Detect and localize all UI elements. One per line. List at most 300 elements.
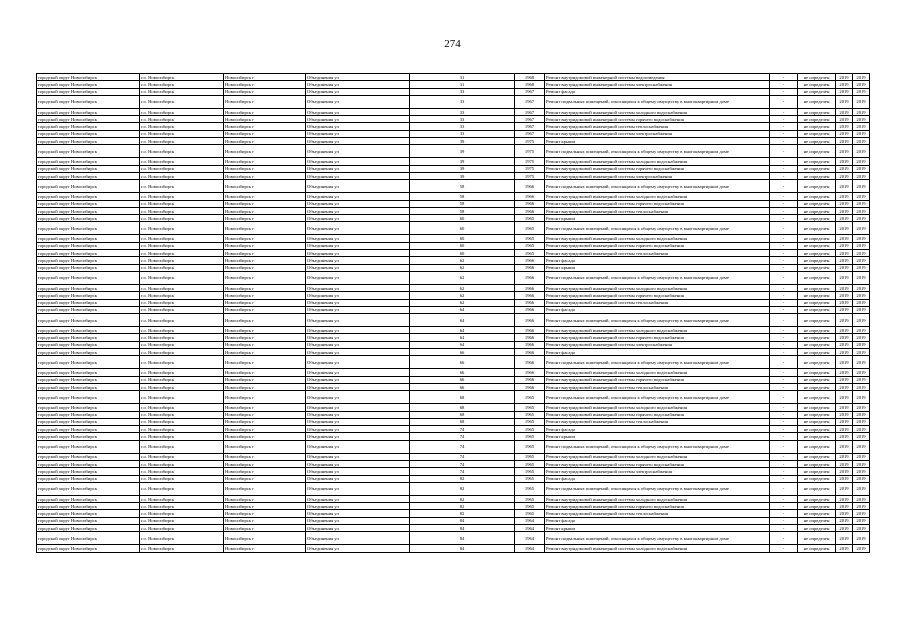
- house-number-cell: 82: [410, 482, 515, 495]
- status-cell: не определен: [798, 532, 836, 545]
- build-year-cell: 1966: [515, 207, 545, 214]
- status-cell: не определен: [798, 306, 836, 313]
- table-row: [37, 130, 870, 137]
- year-from-cell: 2019: [836, 314, 853, 327]
- build-year-cell: 1966: [515, 376, 545, 383]
- year-to-cell: 2019: [853, 180, 870, 193]
- year-to-cell: 2019: [853, 418, 870, 425]
- municipal-district-cell: городской округ Новосибирск: [37, 95, 140, 108]
- dash-cell: -: [770, 356, 798, 369]
- house-number-cell: 74: [410, 468, 515, 475]
- municipal-district-cell: городской округ Новосибирск: [37, 81, 140, 88]
- build-year-cell: 1966: [515, 369, 545, 376]
- urban-district-cell: г.о. Новосибирск: [140, 130, 224, 137]
- street-cell: Объединения ул: [306, 503, 410, 510]
- house-number-cell: 68: [410, 411, 515, 418]
- build-year-cell: 1965: [515, 460, 545, 467]
- work-type-cell: Ремонт внутридомовой инженерной системы холодного водоснабжения: [545, 108, 770, 115]
- street-cell: Объединения ул: [306, 123, 410, 130]
- street-cell: Объединения ул: [306, 130, 410, 137]
- urban-district-cell: г.о. Новосибирск: [140, 222, 224, 235]
- dash-cell: -: [770, 271, 798, 284]
- table-row: [37, 257, 870, 264]
- status-cell: не определен: [798, 108, 836, 115]
- municipal-district-cell: городской округ Новосибирск: [37, 145, 140, 158]
- year-to-cell: 2019: [853, 215, 870, 222]
- street-cell: Объединения ул: [306, 193, 410, 200]
- build-year-cell: 1975: [515, 172, 545, 179]
- table-row: [37, 433, 870, 440]
- city-cell: Новосибирск г: [224, 440, 306, 453]
- city-cell: Новосибирск г: [224, 510, 306, 517]
- dash-cell: -: [770, 426, 798, 433]
- city-cell: Новосибирск г: [224, 299, 306, 306]
- year-to-cell: 2019: [853, 426, 870, 433]
- status-cell: не определен: [798, 525, 836, 532]
- build-year-cell: 1966: [515, 334, 545, 341]
- street-cell: Объединения ул: [306, 391, 410, 404]
- work-type-cell: Ремонт внутридомовой инженерной системы теплоснабжения: [545, 418, 770, 425]
- urban-district-cell: г.о. Новосибирск: [140, 193, 224, 200]
- table-row: [37, 369, 870, 376]
- year-to-cell: 2019: [853, 545, 870, 552]
- year-to-cell: 2019: [853, 299, 870, 306]
- work-type-cell: Ремонт внутридомовой инженерной системы горячего водоснабжения: [545, 376, 770, 383]
- city-cell: Новосибирск г: [224, 235, 306, 242]
- house-number-cell: 64: [410, 314, 515, 327]
- street-cell: Объединения ул: [306, 482, 410, 495]
- house-number-cell: 33: [410, 116, 515, 123]
- urban-district-cell: г.о. Новосибирск: [140, 108, 224, 115]
- city-cell: Новосибирск г: [224, 108, 306, 115]
- work-type-cell: Ремонт внутридомовой инженерной системы горячего водоснабжения: [545, 411, 770, 418]
- house-number-cell: 74: [410, 433, 515, 440]
- table-row: [37, 74, 870, 81]
- table-row: [37, 95, 870, 108]
- city-cell: Новосибирск г: [224, 525, 306, 532]
- city-cell: Новосибирск г: [224, 264, 306, 271]
- house-number-cell: 62: [410, 299, 515, 306]
- year-to-cell: 2019: [853, 165, 870, 172]
- capital-repair-table: [36, 73, 870, 553]
- build-year-cell: 1965: [515, 433, 545, 440]
- build-year-cell: 1967: [515, 88, 545, 95]
- dash-cell: -: [770, 532, 798, 545]
- city-cell: Новосибирск г: [224, 158, 306, 165]
- build-year-cell: 1975: [515, 138, 545, 145]
- urban-district-cell: г.о. Новосибирск: [140, 404, 224, 411]
- table-row: [37, 145, 870, 158]
- status-cell: не определен: [798, 116, 836, 123]
- year-to-cell: 2019: [853, 411, 870, 418]
- street-cell: Объединения ул: [306, 475, 410, 482]
- street-cell: Объединения ул: [306, 74, 410, 81]
- table-row: [37, 215, 870, 222]
- house-number-cell: 39: [410, 172, 515, 179]
- street-cell: Объединения ул: [306, 271, 410, 284]
- urban-district-cell: г.о. Новосибирск: [140, 475, 224, 482]
- dash-cell: -: [770, 411, 798, 418]
- table-row: [37, 306, 870, 313]
- year-to-cell: 2019: [853, 391, 870, 404]
- status-cell: не определен: [798, 74, 836, 81]
- dash-cell: -: [770, 341, 798, 348]
- city-cell: Новосибирск г: [224, 369, 306, 376]
- street-cell: Объединения ул: [306, 426, 410, 433]
- house-number-cell: 74: [410, 440, 515, 453]
- urban-district-cell: г.о. Новосибирск: [140, 383, 224, 390]
- house-number-cell: 33: [410, 130, 515, 137]
- status-cell: не определен: [798, 510, 836, 517]
- table-row: [37, 349, 870, 356]
- municipal-district-cell: городской округ Новосибирск: [37, 180, 140, 193]
- dash-cell: -: [770, 327, 798, 334]
- status-cell: не определен: [798, 411, 836, 418]
- urban-district-cell: г.о. Новосибирск: [140, 510, 224, 517]
- year-from-cell: 2019: [836, 299, 853, 306]
- status-cell: не определен: [798, 341, 836, 348]
- city-cell: Новосибирск г: [224, 81, 306, 88]
- municipal-district-cell: городской округ Новосибирск: [37, 271, 140, 284]
- table-row: [37, 264, 870, 271]
- city-cell: Новосибирск г: [224, 334, 306, 341]
- street-cell: Объединения ул: [306, 292, 410, 299]
- build-year-cell: 1965: [515, 426, 545, 433]
- urban-district-cell: г.о. Новосибирск: [140, 327, 224, 334]
- year-from-cell: 2019: [836, 404, 853, 411]
- year-from-cell: 2019: [836, 284, 853, 291]
- house-number-cell: 60: [410, 235, 515, 242]
- status-cell: не определен: [798, 138, 836, 145]
- work-type-cell: Ремонт внутридомовой инженерной системы горячего водоснабжения: [545, 116, 770, 123]
- table-row: [37, 207, 870, 214]
- urban-district-cell: г.о. Новосибирск: [140, 123, 224, 130]
- table-row: [37, 299, 870, 306]
- municipal-district-cell: городской округ Новосибирск: [37, 418, 140, 425]
- urban-district-cell: г.о. Новосибирск: [140, 88, 224, 95]
- house-number-cell: 64: [410, 334, 515, 341]
- work-type-cell: Ремонт внутридомовой инженерной системы горячего водоснабжения: [545, 242, 770, 249]
- city-cell: Новосибирск г: [224, 475, 306, 482]
- street-cell: Объединения ул: [306, 207, 410, 214]
- municipal-district-cell: городской округ Новосибирск: [37, 74, 140, 81]
- build-year-cell: 1964: [515, 532, 545, 545]
- year-from-cell: 2019: [836, 250, 853, 257]
- status-cell: не определен: [798, 200, 836, 207]
- table-row: [37, 517, 870, 524]
- status-cell: не определен: [798, 207, 836, 214]
- street-cell: Объединения ул: [306, 81, 410, 88]
- municipal-district-cell: городской округ Новосибирск: [37, 349, 140, 356]
- status-cell: не определен: [798, 495, 836, 502]
- city-cell: Новосибирск г: [224, 284, 306, 291]
- house-number-cell: 84: [410, 525, 515, 532]
- table-row: [37, 495, 870, 502]
- city-cell: Новосибирск г: [224, 482, 306, 495]
- urban-district-cell: г.о. Новосибирск: [140, 440, 224, 453]
- house-number-cell: 58: [410, 180, 515, 193]
- year-from-cell: 2019: [836, 95, 853, 108]
- house-number-cell: 58: [410, 207, 515, 214]
- dash-cell: -: [770, 116, 798, 123]
- house-number-cell: 84: [410, 545, 515, 552]
- build-year-cell: 1975: [515, 165, 545, 172]
- municipal-district-cell: городской округ Новосибирск: [37, 284, 140, 291]
- build-year-cell: 1966: [515, 257, 545, 264]
- street-cell: Объединения ул: [306, 460, 410, 467]
- build-year-cell: 1966: [515, 299, 545, 306]
- year-to-cell: 2019: [853, 222, 870, 235]
- work-type-cell: Ремонт внутридомовой инженерной системы теплоснабжения: [545, 250, 770, 257]
- city-cell: Новосибирск г: [224, 503, 306, 510]
- build-year-cell: 1965: [515, 440, 545, 453]
- house-number-cell: 62: [410, 264, 515, 271]
- status-cell: не определен: [798, 292, 836, 299]
- year-to-cell: 2019: [853, 108, 870, 115]
- urban-district-cell: г.о. Новосибирск: [140, 349, 224, 356]
- municipal-district-cell: городской округ Новосибирск: [37, 517, 140, 524]
- build-year-cell: 1966: [515, 200, 545, 207]
- work-type-cell: Ремонт фасада: [545, 349, 770, 356]
- status-cell: не определен: [798, 369, 836, 376]
- city-cell: Новосибирск г: [224, 383, 306, 390]
- municipal-district-cell: городской округ Новосибирск: [37, 306, 140, 313]
- urban-district-cell: г.о. Новосибирск: [140, 545, 224, 552]
- year-from-cell: 2019: [836, 503, 853, 510]
- table-row: [37, 116, 870, 123]
- dash-cell: -: [770, 517, 798, 524]
- dash-cell: -: [770, 349, 798, 356]
- urban-district-cell: г.о. Новосибирск: [140, 341, 224, 348]
- table-row: [37, 376, 870, 383]
- year-to-cell: 2019: [853, 81, 870, 88]
- urban-district-cell: г.о. Новосибирск: [140, 482, 224, 495]
- municipal-district-cell: городской округ Новосибирск: [37, 475, 140, 482]
- street-cell: Объединения ул: [306, 334, 410, 341]
- urban-district-cell: г.о. Новосибирск: [140, 532, 224, 545]
- status-cell: не определен: [798, 418, 836, 425]
- year-to-cell: 2019: [853, 123, 870, 130]
- house-number-cell: 84: [410, 532, 515, 545]
- urban-district-cell: г.о. Новосибирск: [140, 525, 224, 532]
- urban-district-cell: г.о. Новосибирск: [140, 145, 224, 158]
- year-from-cell: 2019: [836, 271, 853, 284]
- year-to-cell: 2019: [853, 200, 870, 207]
- table-row: [37, 525, 870, 532]
- street-cell: Объединения ул: [306, 165, 410, 172]
- city-cell: Новосибирск г: [224, 306, 306, 313]
- year-from-cell: 2019: [836, 235, 853, 242]
- work-type-cell: Ремонт внутридомовой инженерной системы горячего водоснабжения: [545, 503, 770, 510]
- status-cell: не определен: [798, 356, 836, 369]
- dash-cell: -: [770, 314, 798, 327]
- municipal-district-cell: городской округ Новосибирск: [37, 376, 140, 383]
- municipal-district-cell: городской округ Новосибирск: [37, 264, 140, 271]
- year-to-cell: 2019: [853, 130, 870, 137]
- dash-cell: -: [770, 108, 798, 115]
- municipal-district-cell: городской округ Новосибирск: [37, 299, 140, 306]
- city-cell: Новосибирск г: [224, 341, 306, 348]
- build-year-cell: 1965: [515, 475, 545, 482]
- year-from-cell: 2019: [836, 545, 853, 552]
- house-number-cell: 68: [410, 391, 515, 404]
- year-from-cell: 2019: [836, 81, 853, 88]
- house-number-cell: 39: [410, 158, 515, 165]
- municipal-district-cell: городской округ Новосибирск: [37, 108, 140, 115]
- year-to-cell: 2019: [853, 383, 870, 390]
- street-cell: Объединения ул: [306, 145, 410, 158]
- street-cell: Объединения ул: [306, 172, 410, 179]
- street-cell: Объединения ул: [306, 433, 410, 440]
- city-cell: Новосибирск г: [224, 215, 306, 222]
- status-cell: не определен: [798, 235, 836, 242]
- build-year-cell: 1967: [515, 130, 545, 137]
- dash-cell: -: [770, 482, 798, 495]
- city-cell: Новосибирск г: [224, 138, 306, 145]
- city-cell: Новосибирск г: [224, 460, 306, 467]
- year-from-cell: 2019: [836, 510, 853, 517]
- city-cell: Новосибирск г: [224, 271, 306, 284]
- build-year-cell: 1965: [515, 250, 545, 257]
- street-cell: Объединения ул: [306, 314, 410, 327]
- city-cell: Новосибирск г: [224, 433, 306, 440]
- house-number-cell: 64: [410, 341, 515, 348]
- table-row: [37, 475, 870, 482]
- table-row: [37, 532, 870, 545]
- dash-cell: -: [770, 510, 798, 517]
- municipal-district-cell: городской округ Новосибирск: [37, 495, 140, 502]
- table-row: [37, 334, 870, 341]
- year-from-cell: 2019: [836, 426, 853, 433]
- street-cell: Объединения ул: [306, 525, 410, 532]
- urban-district-cell: г.о. Новосибирск: [140, 158, 224, 165]
- table-row: [37, 81, 870, 88]
- municipal-district-cell: городской округ Новосибирск: [37, 116, 140, 123]
- city-cell: Новосибирск г: [224, 376, 306, 383]
- urban-district-cell: г.о. Новосибирск: [140, 242, 224, 249]
- municipal-district-cell: городской округ Новосибирск: [37, 88, 140, 95]
- street-cell: Объединения ул: [306, 349, 410, 356]
- build-year-cell: 1968: [515, 81, 545, 88]
- year-from-cell: 2019: [836, 123, 853, 130]
- year-to-cell: 2019: [853, 172, 870, 179]
- table-row: [37, 468, 870, 475]
- city-cell: Новосибирск г: [224, 545, 306, 552]
- build-year-cell: 1965: [515, 404, 545, 411]
- table-row: [37, 545, 870, 552]
- work-type-cell: Ремонт подвальных помещений, относящихся к общему имуществу в многоквартирном доме: [545, 314, 770, 327]
- dash-cell: -: [770, 503, 798, 510]
- work-type-cell: Ремонт крыши: [545, 433, 770, 440]
- build-year-cell: 1967: [515, 108, 545, 115]
- dash-cell: -: [770, 250, 798, 257]
- urban-district-cell: г.о. Новосибирск: [140, 284, 224, 291]
- dash-cell: -: [770, 145, 798, 158]
- table-row: [37, 88, 870, 95]
- city-cell: Новосибирск г: [224, 292, 306, 299]
- urban-district-cell: г.о. Новосибирск: [140, 215, 224, 222]
- work-type-cell: Ремонт подвальных помещений, относящихся к общему имуществу в многоквартирном доме: [545, 391, 770, 404]
- table-row: [37, 108, 870, 115]
- build-year-cell: 1975: [515, 145, 545, 158]
- municipal-district-cell: городской округ Новосибирск: [37, 292, 140, 299]
- work-type-cell: Ремонт крыши: [545, 138, 770, 145]
- work-type-cell: Ремонт фасада: [545, 257, 770, 264]
- dash-cell: -: [770, 306, 798, 313]
- table-row: [37, 284, 870, 291]
- status-cell: не определен: [798, 376, 836, 383]
- municipal-district-cell: городской округ Новосибирск: [37, 130, 140, 137]
- urban-district-cell: г.о. Новосибирск: [140, 207, 224, 214]
- street-cell: Объединения ул: [306, 200, 410, 207]
- house-number-cell: 33: [410, 123, 515, 130]
- build-year-cell: 1968: [515, 74, 545, 81]
- year-to-cell: 2019: [853, 158, 870, 165]
- work-type-cell: Ремонт подвальных помещений, относящихся к общему имуществу в многоквартирном доме: [545, 180, 770, 193]
- street-cell: Объединения ул: [306, 235, 410, 242]
- street-cell: Объединения ул: [306, 88, 410, 95]
- street-cell: Объединения ул: [306, 215, 410, 222]
- house-number-cell: 60: [410, 242, 515, 249]
- work-type-cell: Ремонт внутридомовой инженерной системы горячего водоснабжения: [545, 165, 770, 172]
- year-from-cell: 2019: [836, 172, 853, 179]
- dash-cell: -: [770, 404, 798, 411]
- year-to-cell: 2019: [853, 257, 870, 264]
- dash-cell: -: [770, 257, 798, 264]
- build-year-cell: 1966: [515, 383, 545, 390]
- year-to-cell: 2019: [853, 460, 870, 467]
- dash-cell: -: [770, 130, 798, 137]
- dash-cell: -: [770, 369, 798, 376]
- dash-cell: -: [770, 215, 798, 222]
- street-cell: Объединения ул: [306, 468, 410, 475]
- house-number-cell: 68: [410, 418, 515, 425]
- work-type-cell: Ремонт фасада: [545, 306, 770, 313]
- municipal-district-cell: городской округ Новосибирск: [37, 215, 140, 222]
- dash-cell: -: [770, 299, 798, 306]
- year-from-cell: 2019: [836, 349, 853, 356]
- table-row: [37, 404, 870, 411]
- status-cell: не определен: [798, 314, 836, 327]
- work-type-cell: Ремонт крыши: [545, 215, 770, 222]
- table-row: [37, 222, 870, 235]
- build-year-cell: 1965: [515, 510, 545, 517]
- city-cell: Новосибирск г: [224, 242, 306, 249]
- city-cell: Новосибирск г: [224, 356, 306, 369]
- street-cell: Объединения ул: [306, 495, 410, 502]
- city-cell: Новосибирск г: [224, 426, 306, 433]
- city-cell: Новосибирск г: [224, 180, 306, 193]
- year-from-cell: 2019: [836, 158, 853, 165]
- year-from-cell: 2019: [836, 193, 853, 200]
- year-from-cell: 2019: [836, 130, 853, 137]
- build-year-cell: 1966: [515, 292, 545, 299]
- house-number-cell: 62: [410, 257, 515, 264]
- year-to-cell: 2019: [853, 145, 870, 158]
- house-number-cell: 58: [410, 200, 515, 207]
- work-type-cell: Ремонт внутридомовой инженерной системы электроснабжения: [545, 130, 770, 137]
- status-cell: не определен: [798, 88, 836, 95]
- urban-district-cell: г.о. Новосибирск: [140, 468, 224, 475]
- house-number-cell: 74: [410, 453, 515, 460]
- work-type-cell: Ремонт внутридомовой инженерной системы горячего водоснабжения: [545, 200, 770, 207]
- dash-cell: -: [770, 242, 798, 249]
- year-from-cell: 2019: [836, 88, 853, 95]
- house-number-cell: 82: [410, 503, 515, 510]
- house-number-cell: 68: [410, 404, 515, 411]
- street-cell: Объединения ул: [306, 341, 410, 348]
- status-cell: не определен: [798, 517, 836, 524]
